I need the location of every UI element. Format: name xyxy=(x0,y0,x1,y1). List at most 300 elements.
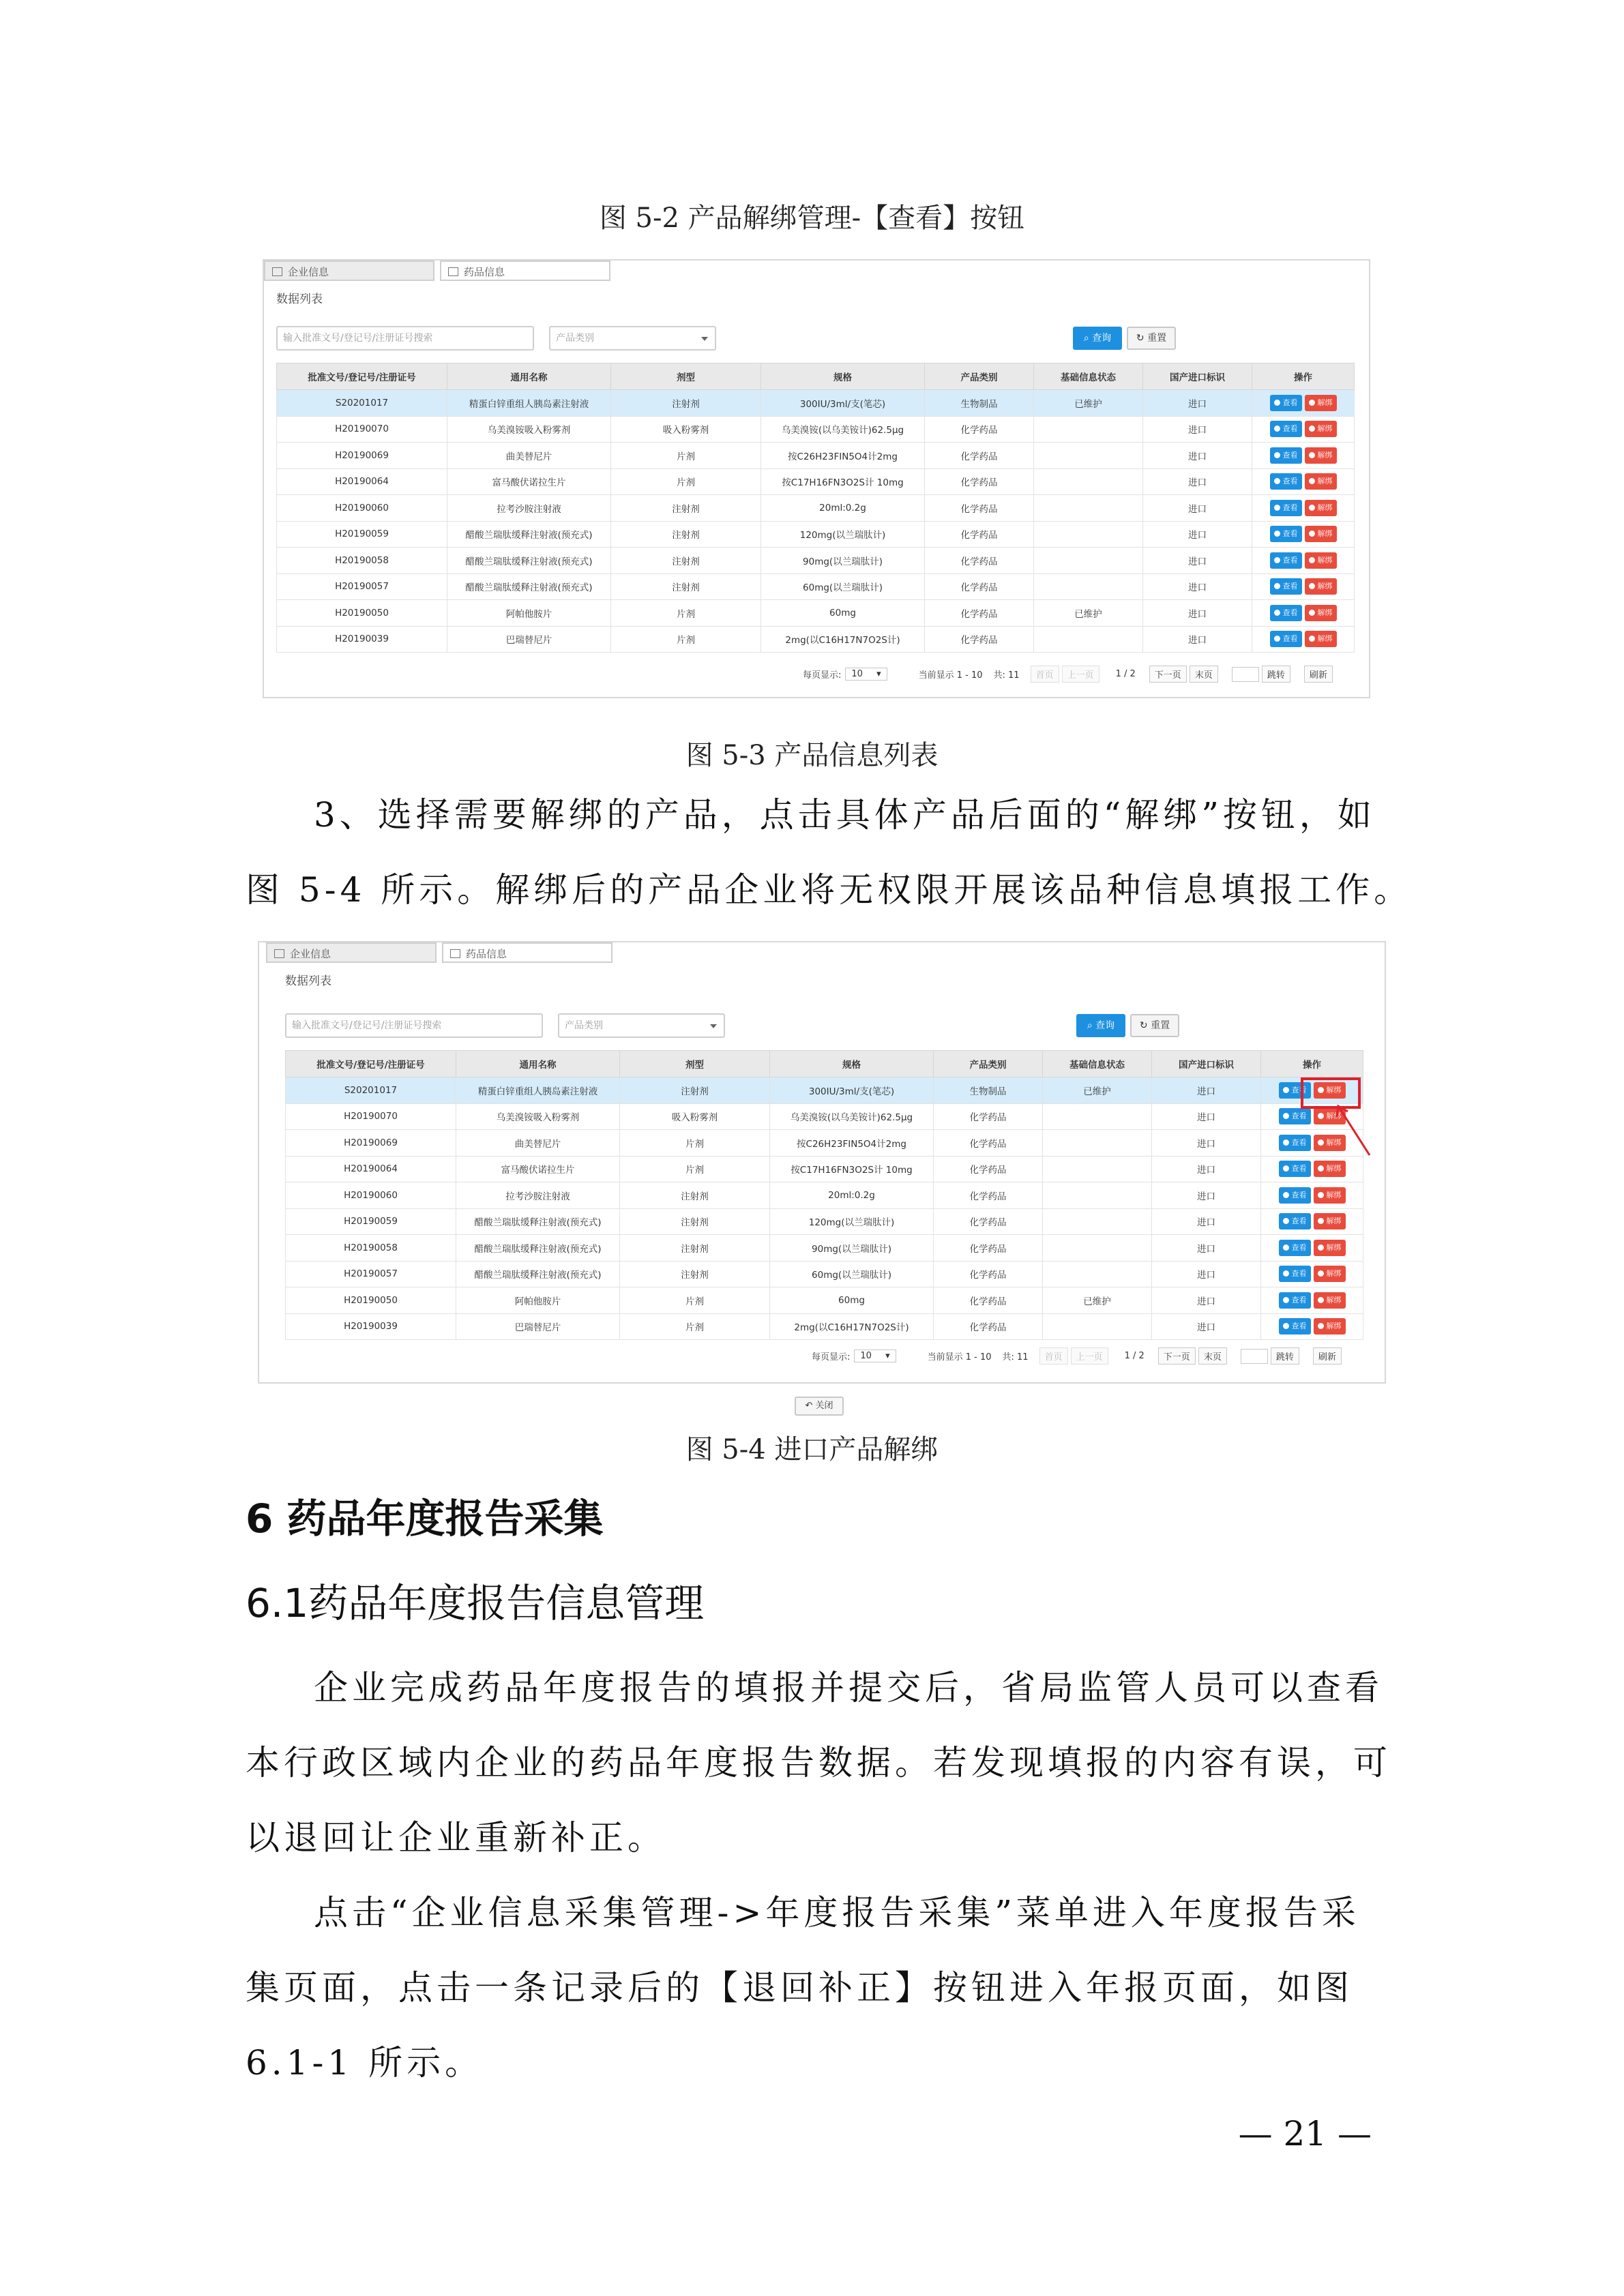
unbind-label: 解绑 xyxy=(1317,582,1333,591)
table-cell: 注射剂 xyxy=(620,1182,770,1209)
column-header: 通用名称 xyxy=(456,1051,620,1077)
text-line: 6.1-1 所示。 xyxy=(246,2043,484,2083)
unbind-label: 解绑 xyxy=(1326,1242,1342,1252)
table-cell: 2mg(以C16H17N7O2S计) xyxy=(761,626,925,653)
table-cell: 注射剂 xyxy=(620,1077,770,1104)
jump-page-input[interactable] xyxy=(1241,1349,1268,1364)
minus-circle-icon xyxy=(1309,610,1315,616)
minus-circle-icon xyxy=(1309,505,1315,511)
table-row[interactable] xyxy=(277,600,1355,627)
minus-circle-icon xyxy=(1309,452,1315,458)
unbind-label: 解绑 xyxy=(1317,424,1333,434)
table-cell: 20ml:0.2g xyxy=(761,495,925,522)
table-cell: 300IU/3ml/支(笔芯) xyxy=(770,1077,934,1104)
table-cell: H20190069 xyxy=(277,443,447,469)
action-cell xyxy=(1252,390,1355,417)
eye-icon xyxy=(1274,400,1280,406)
column-header: 国产进口标识 xyxy=(1152,1051,1261,1077)
action-cell xyxy=(1252,521,1355,548)
table-cell: 化学药品 xyxy=(934,1103,1043,1130)
table-cell: 化学药品 xyxy=(934,1156,1043,1182)
table-cell: 进口 xyxy=(1143,548,1252,574)
unbind-label: 解绑 xyxy=(1326,1085,1342,1094)
table-cell: 60mg xyxy=(761,600,925,627)
table-cell: H20190060 xyxy=(277,495,447,522)
unbind-button[interactable] xyxy=(1305,526,1337,542)
column-header: 规格 xyxy=(761,363,925,390)
table-cell: H20190039 xyxy=(277,626,447,653)
table-cell: 化学药品 xyxy=(934,1235,1043,1262)
eye-icon xyxy=(1274,452,1280,458)
table-cell: 醋酸兰瑞肽缓释注射液(预充式) xyxy=(456,1261,620,1287)
table-cell xyxy=(1043,1103,1152,1130)
text-line: 集页面，点击一条记录后的【退回补正】按钮进入年报页面，如图 xyxy=(246,1968,1353,2008)
eye-icon xyxy=(1274,557,1280,563)
view-label: 查看 xyxy=(1291,1322,1307,1331)
view-label: 查看 xyxy=(1282,608,1298,617)
view-button[interactable] xyxy=(1270,631,1302,647)
table-cell xyxy=(1043,1261,1152,1287)
table-cell: 富马酸伏诺拉生片 xyxy=(447,468,611,495)
table-cell: 化学药品 xyxy=(925,548,1034,574)
view-button[interactable] xyxy=(1279,1240,1311,1256)
table-cell: 注射剂 xyxy=(620,1261,770,1287)
view-label: 查看 xyxy=(1291,1164,1307,1174)
view-button[interactable] xyxy=(1270,605,1302,621)
table-cell xyxy=(1043,1156,1152,1182)
table-cell: 曲美替尼片 xyxy=(447,443,611,469)
view-button[interactable] xyxy=(1270,500,1302,516)
minus-circle-icon xyxy=(1309,400,1315,406)
view-label: 查看 xyxy=(1282,450,1298,460)
unbind-button[interactable] xyxy=(1314,1266,1346,1282)
table-cell: 按C17H16FN3O2S计 10mg xyxy=(761,468,925,495)
figure-caption-5-4: 图 5-4 进口产品解绑 xyxy=(685,1434,939,1465)
table-row[interactable] xyxy=(277,416,1355,443)
view-label: 查看 xyxy=(1282,634,1298,644)
list-title: 数据列表 xyxy=(285,974,331,988)
last-page-button[interactable]: 末页 xyxy=(1198,1347,1227,1365)
minus-circle-icon xyxy=(1309,426,1315,432)
action-cell xyxy=(1252,548,1355,574)
table-cell: 已维护 xyxy=(1043,1287,1152,1314)
search-input[interactable]: 输入批准文号/登记号/注册证号搜索 xyxy=(285,1013,543,1038)
tab-drug-info[interactable] xyxy=(442,942,612,963)
table-cell: 进口 xyxy=(1143,573,1252,600)
unbind-label: 解绑 xyxy=(1326,1137,1342,1147)
unbind-label: 解绑 xyxy=(1317,608,1333,617)
table-cell: 化学药品 xyxy=(925,521,1034,548)
view-button[interactable] xyxy=(1270,578,1302,595)
unbind-button[interactable] xyxy=(1305,631,1337,647)
table-cell: 进口 xyxy=(1143,443,1252,469)
action-cell xyxy=(1252,626,1355,653)
table-cell: 化学药品 xyxy=(934,1261,1043,1287)
table-cell: S20201017 xyxy=(277,390,447,417)
tab-company-info[interactable] xyxy=(266,942,437,963)
action-cell xyxy=(1261,1313,1363,1340)
table-cell: 120mg(以兰瑞肽计) xyxy=(761,521,925,548)
view-button[interactable] xyxy=(1279,1318,1311,1335)
jump-button[interactable]: 跳转 xyxy=(1262,666,1290,683)
view-label: 查看 xyxy=(1282,424,1298,434)
table-row[interactable] xyxy=(286,1235,1363,1262)
table-cell: H20190064 xyxy=(277,468,447,495)
table-cell: 已维护 xyxy=(1034,390,1143,417)
table-cell: 化学药品 xyxy=(925,495,1034,522)
action-cell xyxy=(1252,495,1355,522)
table-cell: 注射剂 xyxy=(611,495,761,522)
table-cell: 醋酸兰瑞肽缓释注射液(预充式) xyxy=(447,573,611,600)
table-cell: 按C17H16FN3O2S计 10mg xyxy=(770,1156,934,1182)
action-cell xyxy=(1252,573,1355,600)
unbind-button[interactable] xyxy=(1314,1187,1346,1204)
table-header-row xyxy=(286,1051,1363,1077)
table-cell: H20190039 xyxy=(286,1313,456,1340)
unbind-button[interactable] xyxy=(1305,605,1337,621)
eye-icon xyxy=(1283,1165,1289,1172)
view-button[interactable] xyxy=(1279,1135,1311,1151)
table-cell: 化学药品 xyxy=(925,416,1034,443)
column-header: 基础信息状态 xyxy=(1034,363,1143,390)
prev-page-button[interactable]: 上一页 xyxy=(1071,1347,1108,1365)
table-cell: 阿帕他胺片 xyxy=(447,600,611,627)
figure-caption-5-2: 图 5-2 产品解绑管理-【查看】按钮 xyxy=(599,203,1025,234)
per-page-select[interactable]: 10 ▾ xyxy=(854,1350,896,1362)
view-button[interactable] xyxy=(1270,552,1302,569)
table-row[interactable] xyxy=(277,521,1355,548)
table-cell: 进口 xyxy=(1152,1103,1261,1130)
unbind-button[interactable] xyxy=(1314,1318,1346,1335)
close-label: 关闭 xyxy=(815,1401,833,1411)
table-row[interactable] xyxy=(286,1130,1363,1157)
first-page-button[interactable]: 首页 xyxy=(1031,666,1059,683)
eye-icon xyxy=(1283,1139,1289,1146)
view-label: 查看 xyxy=(1282,503,1298,512)
minus-circle-icon xyxy=(1318,1192,1324,1198)
table-cell xyxy=(1034,416,1143,443)
table-cell: 进口 xyxy=(1152,1235,1261,1262)
table-row[interactable] xyxy=(277,573,1355,600)
category-select[interactable] xyxy=(549,326,716,351)
table-cell: 片剂 xyxy=(620,1287,770,1314)
view-label: 查看 xyxy=(1291,1295,1307,1304)
table-row[interactable] xyxy=(286,1077,1363,1104)
unbind-label: 解绑 xyxy=(1317,450,1333,460)
minus-circle-icon xyxy=(1318,1113,1324,1119)
column-header: 操作 xyxy=(1261,1051,1363,1077)
table-cell: 60mg xyxy=(770,1287,934,1314)
table-cell: 化学药品 xyxy=(925,626,1034,653)
table-row[interactable] xyxy=(277,495,1355,522)
table-cell: 巴瑞替尼片 xyxy=(447,626,611,653)
column-header: 产品类别 xyxy=(934,1051,1043,1077)
text-line: 本行政区域内企业的药品年度报告数据。若发现填报的内容有误，可 xyxy=(246,1743,1391,1783)
table-cell xyxy=(1034,521,1143,548)
table-cell: 化学药品 xyxy=(925,600,1034,627)
table-cell: 醋酸兰瑞肽缓释注射液(预充式) xyxy=(456,1208,620,1235)
chevron-down-icon xyxy=(710,1024,717,1028)
column-header: 剂型 xyxy=(620,1051,770,1077)
per-page-select[interactable]: 10 ▾ xyxy=(845,668,887,681)
view-label: 查看 xyxy=(1291,1137,1307,1147)
table-cell: 60mg(以兰瑞肽计) xyxy=(770,1261,934,1287)
eye-icon xyxy=(1274,531,1280,537)
table-row[interactable] xyxy=(286,1313,1363,1340)
table-cell: 片剂 xyxy=(620,1156,770,1182)
table-cell: 按C26H23FIN5O4计2mg xyxy=(761,443,925,469)
view-button[interactable] xyxy=(1270,395,1302,411)
query-label: 查询 xyxy=(1095,1020,1115,1031)
table-row[interactable] xyxy=(286,1156,1363,1182)
view-button[interactable] xyxy=(1279,1292,1311,1309)
unbind-button[interactable] xyxy=(1305,578,1337,595)
table-cell: 注射剂 xyxy=(611,573,761,600)
view-label: 查看 xyxy=(1282,555,1298,565)
table-cell xyxy=(1043,1313,1152,1340)
table-cell: 片剂 xyxy=(620,1313,770,1340)
table-cell: 乌美溴铵吸入粉雾剂 xyxy=(447,416,611,443)
table-row[interactable] xyxy=(277,548,1355,574)
table-cell xyxy=(1034,626,1143,653)
view-label: 查看 xyxy=(1282,529,1298,539)
search-input[interactable]: 输入批准文号/登记号/注册证号搜索 xyxy=(276,326,534,351)
minus-circle-icon xyxy=(1309,557,1315,563)
text-line: 以退回让企业重新补正。 xyxy=(246,1818,666,1858)
column-header: 批准文号/登记号/注册证号 xyxy=(277,363,447,390)
eye-icon xyxy=(1274,426,1280,432)
data-table xyxy=(276,363,1355,653)
tab-company-info[interactable] xyxy=(264,260,434,281)
refresh-button[interactable]: 刷新 xyxy=(1313,1347,1342,1365)
last-page-button[interactable]: 末页 xyxy=(1190,666,1218,683)
view-button[interactable] xyxy=(1270,421,1302,437)
table-cell: 乌美溴铵(以乌美铵计)62.5μg xyxy=(761,416,925,443)
table-cell: 生物制品 xyxy=(925,390,1034,417)
query-label: 查询 xyxy=(1092,333,1112,344)
unbind-button[interactable] xyxy=(1314,1292,1346,1309)
tab-label: 药品信息 xyxy=(466,948,507,960)
view-button[interactable] xyxy=(1270,473,1302,490)
eye-icon xyxy=(1283,1297,1289,1303)
action-cell xyxy=(1261,1235,1363,1262)
table-cell: 片剂 xyxy=(611,443,761,469)
pager xyxy=(812,1347,1344,1365)
table-cell: 20ml:0.2g xyxy=(770,1182,934,1209)
reset-button[interactable]: ↻ 重置 xyxy=(1130,1014,1179,1037)
eye-icon xyxy=(1283,1270,1289,1277)
table-cell: 90mg(以兰瑞肽计) xyxy=(761,548,925,574)
view-button[interactable] xyxy=(1279,1161,1311,1177)
table-cell: 已维护 xyxy=(1034,600,1143,627)
unbind-button[interactable] xyxy=(1314,1161,1346,1177)
column-header: 通用名称 xyxy=(447,363,611,390)
table-cell: 进口 xyxy=(1143,495,1252,522)
table-cell: 300IU/3ml/支(笔芯) xyxy=(761,390,925,417)
eye-icon xyxy=(1274,610,1280,616)
minus-circle-icon xyxy=(1318,1323,1324,1329)
unbind-label: 解绑 xyxy=(1317,503,1333,512)
first-page-button[interactable]: 首页 xyxy=(1039,1347,1068,1365)
table-cell: 醋酸兰瑞肽缓释注射液(预充式) xyxy=(456,1235,620,1262)
unbind-button[interactable] xyxy=(1305,395,1337,411)
view-label: 查看 xyxy=(1291,1085,1307,1094)
table-cell: 按C26H23FIN5O4计2mg xyxy=(770,1130,934,1157)
query-button[interactable]: ⌕ 查询 xyxy=(1076,1014,1125,1037)
table-cell: 生物制品 xyxy=(934,1077,1043,1104)
range-text: 当前显示 1 - 10 xyxy=(927,1352,992,1362)
table-cell: 60mg(以兰瑞肽计) xyxy=(761,573,925,600)
action-cell xyxy=(1252,416,1355,443)
minus-circle-icon xyxy=(1318,1297,1324,1303)
table-cell xyxy=(1043,1182,1152,1209)
action-cell xyxy=(1261,1182,1363,1209)
text-line: 图 5-4 所示。解绑后的产品企业将无权限开展该品种信息填报工作。 xyxy=(246,870,1413,910)
table-cell: 进口 xyxy=(1152,1130,1261,1157)
view-button[interactable] xyxy=(1279,1213,1311,1229)
unbind-button[interactable] xyxy=(1305,421,1337,437)
minus-circle-icon xyxy=(1309,531,1315,537)
table-cell: H20190059 xyxy=(286,1208,456,1235)
action-cell xyxy=(1261,1156,1363,1182)
table-cell: 2mg(以C16H17N7O2S计) xyxy=(770,1313,934,1340)
table-cell: 化学药品 xyxy=(925,468,1034,495)
next-page-button[interactable]: 下一页 xyxy=(1158,1347,1196,1365)
jump-page-input[interactable] xyxy=(1232,667,1259,682)
text-line: 点击“企业信息采集管理->年度报告采集”菜单进入年度报告采 xyxy=(314,1893,1360,1933)
unbind-button[interactable] xyxy=(1305,552,1337,569)
table-cell xyxy=(1034,495,1143,522)
column-header: 剂型 xyxy=(611,363,761,390)
table-cell: 已维护 xyxy=(1043,1077,1152,1104)
table-cell: 巴瑞替尼片 xyxy=(456,1313,620,1340)
table-cell xyxy=(1034,548,1143,574)
table-cell: S20201017 xyxy=(286,1077,456,1104)
per-page-value: 10 xyxy=(851,669,863,679)
column-header: 基础信息状态 xyxy=(1043,1051,1152,1077)
table-cell xyxy=(1034,573,1143,600)
table-row[interactable] xyxy=(286,1103,1363,1130)
table-cell: 进口 xyxy=(1152,1156,1261,1182)
table-cell: 进口 xyxy=(1152,1077,1261,1104)
view-button[interactable] xyxy=(1279,1266,1311,1282)
table-cell: 化学药品 xyxy=(925,573,1034,600)
action-cell xyxy=(1261,1208,1363,1235)
view-button[interactable] xyxy=(1270,526,1302,542)
table-cell: 吸入粉雾剂 xyxy=(620,1103,770,1130)
eye-icon xyxy=(1283,1087,1289,1093)
select-placeholder: 产品类别 xyxy=(565,1020,603,1031)
reset-button[interactable]: ↻ 重置 xyxy=(1127,327,1176,350)
eye-icon xyxy=(1274,583,1280,589)
category-select[interactable] xyxy=(558,1013,725,1038)
action-cell xyxy=(1252,468,1355,495)
table-cell: H20190057 xyxy=(286,1261,456,1287)
table-row[interactable] xyxy=(277,468,1355,495)
table-cell: 注射剂 xyxy=(611,521,761,548)
table-cell: 化学药品 xyxy=(934,1182,1043,1209)
table-cell: 片剂 xyxy=(611,600,761,627)
view-button[interactable] xyxy=(1270,447,1302,464)
unbind-button[interactable] xyxy=(1305,447,1337,464)
table-row[interactable] xyxy=(277,626,1355,653)
table-cell: 精蛋白锌重组人胰岛素注射液 xyxy=(447,390,611,417)
table-cell: 注射剂 xyxy=(620,1208,770,1235)
refresh-button[interactable]: 刷新 xyxy=(1304,666,1333,683)
eye-icon xyxy=(1274,505,1280,511)
view-label: 查看 xyxy=(1291,1190,1307,1199)
window-icon xyxy=(274,949,284,958)
table-cell: H20190070 xyxy=(277,416,447,443)
unbind-label: 解绑 xyxy=(1326,1190,1342,1199)
figure-caption-5-3: 图 5-3 产品信息列表 xyxy=(685,740,939,771)
window-icon xyxy=(450,949,460,958)
paragraph-annual-report-steps xyxy=(246,1875,1378,2100)
table-row[interactable] xyxy=(286,1261,1363,1287)
table-row[interactable] xyxy=(277,390,1355,417)
table-cell xyxy=(1043,1130,1152,1157)
table-cell: 化学药品 xyxy=(934,1130,1043,1157)
minus-circle-icon xyxy=(1318,1244,1324,1251)
tab-bar xyxy=(266,942,618,966)
table-cell: 进口 xyxy=(1143,416,1252,443)
table-row[interactable] xyxy=(286,1182,1363,1209)
table-row[interactable] xyxy=(277,443,1355,469)
tab-drug-info[interactable] xyxy=(440,260,610,281)
action-cell xyxy=(1252,443,1355,469)
table-cell: 精蛋白锌重组人胰岛素注射液 xyxy=(456,1077,620,1104)
chevron-down-icon xyxy=(701,337,708,341)
table-cell: 注射剂 xyxy=(611,548,761,574)
table-cell xyxy=(1043,1235,1152,1262)
view-label: 查看 xyxy=(1291,1217,1307,1226)
section-heading-6-1: 6.1药品年度报告信息管理 xyxy=(246,1580,705,1626)
unbind-button[interactable] xyxy=(1305,473,1337,490)
eye-icon xyxy=(1283,1323,1289,1329)
per-page-label: 每页显示: xyxy=(803,670,842,681)
table-cell: 化学药品 xyxy=(934,1313,1043,1340)
unbind-button[interactable] xyxy=(1314,1240,1346,1256)
unbind-button[interactable] xyxy=(1314,1213,1346,1229)
eye-icon xyxy=(1283,1192,1289,1198)
query-button[interactable]: ⌕ 查询 xyxy=(1073,327,1122,350)
view-label: 查看 xyxy=(1282,398,1298,407)
column-header: 操作 xyxy=(1252,363,1355,390)
action-cell xyxy=(1261,1261,1363,1287)
tab-bar xyxy=(264,260,616,284)
view-button[interactable] xyxy=(1279,1108,1311,1124)
jump-button[interactable]: 跳转 xyxy=(1271,1347,1299,1365)
column-header: 国产进口标识 xyxy=(1143,363,1252,390)
view-button[interactable] xyxy=(1279,1187,1311,1204)
table-cell: 乌美溴铵吸入粉雾剂 xyxy=(456,1103,620,1130)
unbind-button[interactable] xyxy=(1305,500,1337,516)
close-button[interactable]: ↶ 关闭 xyxy=(795,1397,844,1416)
table-cell: H20190069 xyxy=(286,1130,456,1157)
minus-circle-icon xyxy=(1309,478,1315,484)
eye-icon xyxy=(1274,636,1280,642)
table-cell: 进口 xyxy=(1152,1287,1261,1314)
paragraph-unbind-instructions xyxy=(246,777,1413,927)
table-row[interactable] xyxy=(286,1208,1363,1235)
table-row[interactable] xyxy=(286,1287,1363,1314)
next-page-button[interactable]: 下一页 xyxy=(1149,666,1187,683)
table-cell: 进口 xyxy=(1152,1182,1261,1209)
column-header: 规格 xyxy=(770,1051,934,1077)
prev-page-button[interactable]: 上一页 xyxy=(1062,666,1099,683)
screenshot-product-list xyxy=(263,259,1370,698)
unbind-label: 解绑 xyxy=(1326,1217,1342,1226)
